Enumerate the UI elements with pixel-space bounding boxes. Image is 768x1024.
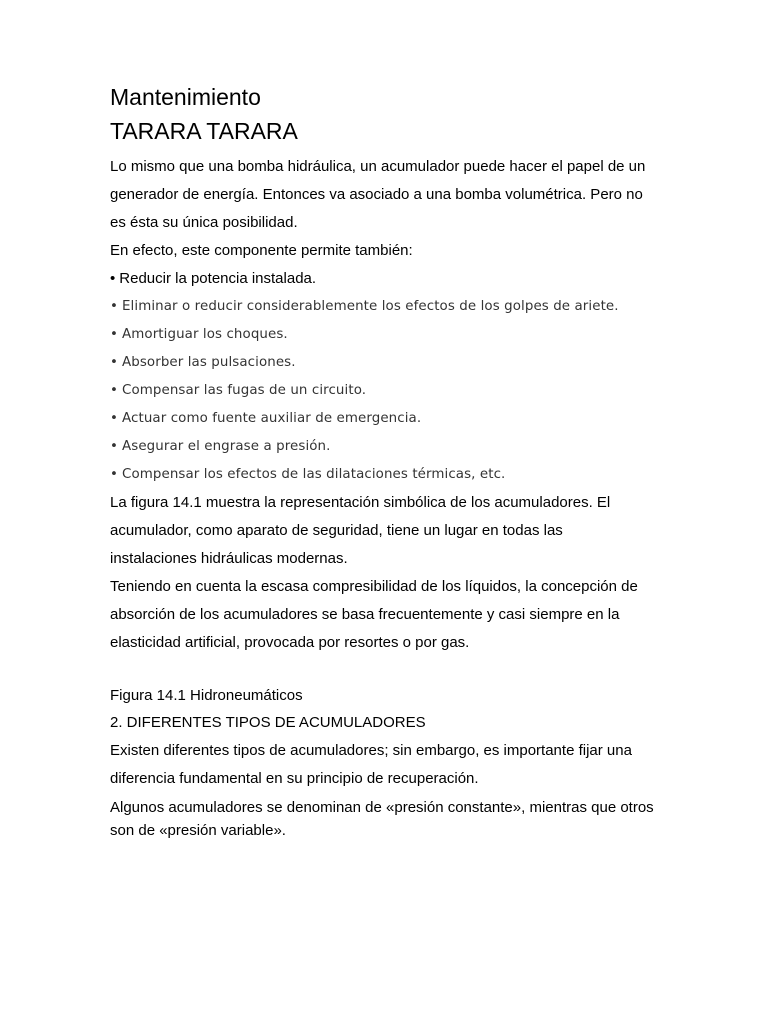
list-item bbox=[110, 293, 658, 321]
list-intro: En efecto, este componente permite también: bbox=[110, 242, 413, 259]
list-item-text: Reducir la potencia instalada. bbox=[119, 270, 317, 287]
paragraph-line: La figura 14.1 muestra la representación simbólica de los acumuladores. El bbox=[110, 494, 611, 511]
paragraph-line: diferencia fundamental en su principio de recuperación. bbox=[110, 770, 479, 787]
bullet-icon: • bbox=[110, 299, 118, 314]
list-item bbox=[110, 433, 658, 461]
paragraph-line: elasticidad artificial, provocada por resortes o por gas. bbox=[110, 634, 470, 651]
spacer bbox=[110, 657, 658, 683]
paragraph-line: absorción de los acumuladores se basa frecuentemente y casi siempre en la bbox=[110, 606, 620, 623]
document-title: Mantenimiento bbox=[110, 84, 261, 110]
intro-paragraph bbox=[110, 153, 658, 237]
final-paragraph-end: son de «presión variable». bbox=[110, 822, 286, 839]
bullet-icon: • bbox=[110, 383, 118, 398]
types-paragraph bbox=[110, 737, 658, 793]
compressibility-paragraph bbox=[110, 573, 658, 657]
document-page bbox=[110, 82, 658, 845]
list-item bbox=[110, 321, 658, 349]
paragraph-line: instalaciones hidráulicas modernas. bbox=[110, 550, 348, 567]
list-item bbox=[110, 461, 658, 489]
list-item bbox=[110, 265, 658, 293]
paragraph-line: acumulador, como aparato de seguridad, tiene un lugar en todas las bbox=[110, 522, 563, 539]
bullet-icon: • bbox=[110, 327, 118, 342]
list-item bbox=[110, 349, 658, 377]
intro-line: Lo mismo que una bomba hidráulica, un acumulador puede hacer el papel de un bbox=[110, 158, 646, 175]
paragraph-line: Existen diferentes tipos de acumuladores; sin embargo, es importante fijar una bbox=[110, 742, 632, 759]
section-heading: 2. DIFERENTES TIPOS DE ACUMULADORES bbox=[110, 714, 426, 731]
list-item-text: Compensar las fugas de un circuito. bbox=[122, 383, 367, 398]
paragraph-line: Teniendo en cuenta la escasa compresibilidad de los líquidos, la concepción de bbox=[110, 578, 638, 595]
bullet-icon: • bbox=[110, 355, 118, 370]
intro-line: generador de energía. Entonces va asociado a una bomba volumétrica. Pero no bbox=[110, 186, 643, 203]
figure-paragraph bbox=[110, 489, 658, 573]
document-subtitle: TARARA TARARA bbox=[110, 118, 298, 144]
list-item-text: Absorber las pulsaciones. bbox=[122, 355, 296, 370]
bullet-icon: • bbox=[110, 270, 116, 287]
final-paragraph: Algunos acumuladores se denominan de «presión constante», mientras que otros bbox=[110, 799, 654, 816]
list-item-text: Asegurar el engrase a presión. bbox=[122, 439, 331, 454]
intro-line: es ésta su única posibilidad. bbox=[110, 214, 298, 231]
list-item-text: Eliminar o reducir considerablemente los efectos de los golpes de ariete. bbox=[122, 299, 619, 314]
list-item-text: Compensar los efectos de las dilataciones térmicas, etc. bbox=[122, 467, 506, 482]
list-item-text: Amortiguar los choques. bbox=[122, 327, 288, 342]
bullet-list bbox=[110, 265, 658, 489]
bullet-icon: • bbox=[110, 439, 118, 454]
bullet-icon: • bbox=[110, 411, 118, 426]
figure-caption: Figura 14.1 Hidroneumáticos bbox=[110, 687, 303, 704]
list-item bbox=[110, 377, 658, 405]
bullet-icon: • bbox=[110, 467, 118, 482]
list-item bbox=[110, 405, 658, 433]
list-item-text: Actuar como fuente auxiliar de emergencia. bbox=[122, 411, 422, 426]
